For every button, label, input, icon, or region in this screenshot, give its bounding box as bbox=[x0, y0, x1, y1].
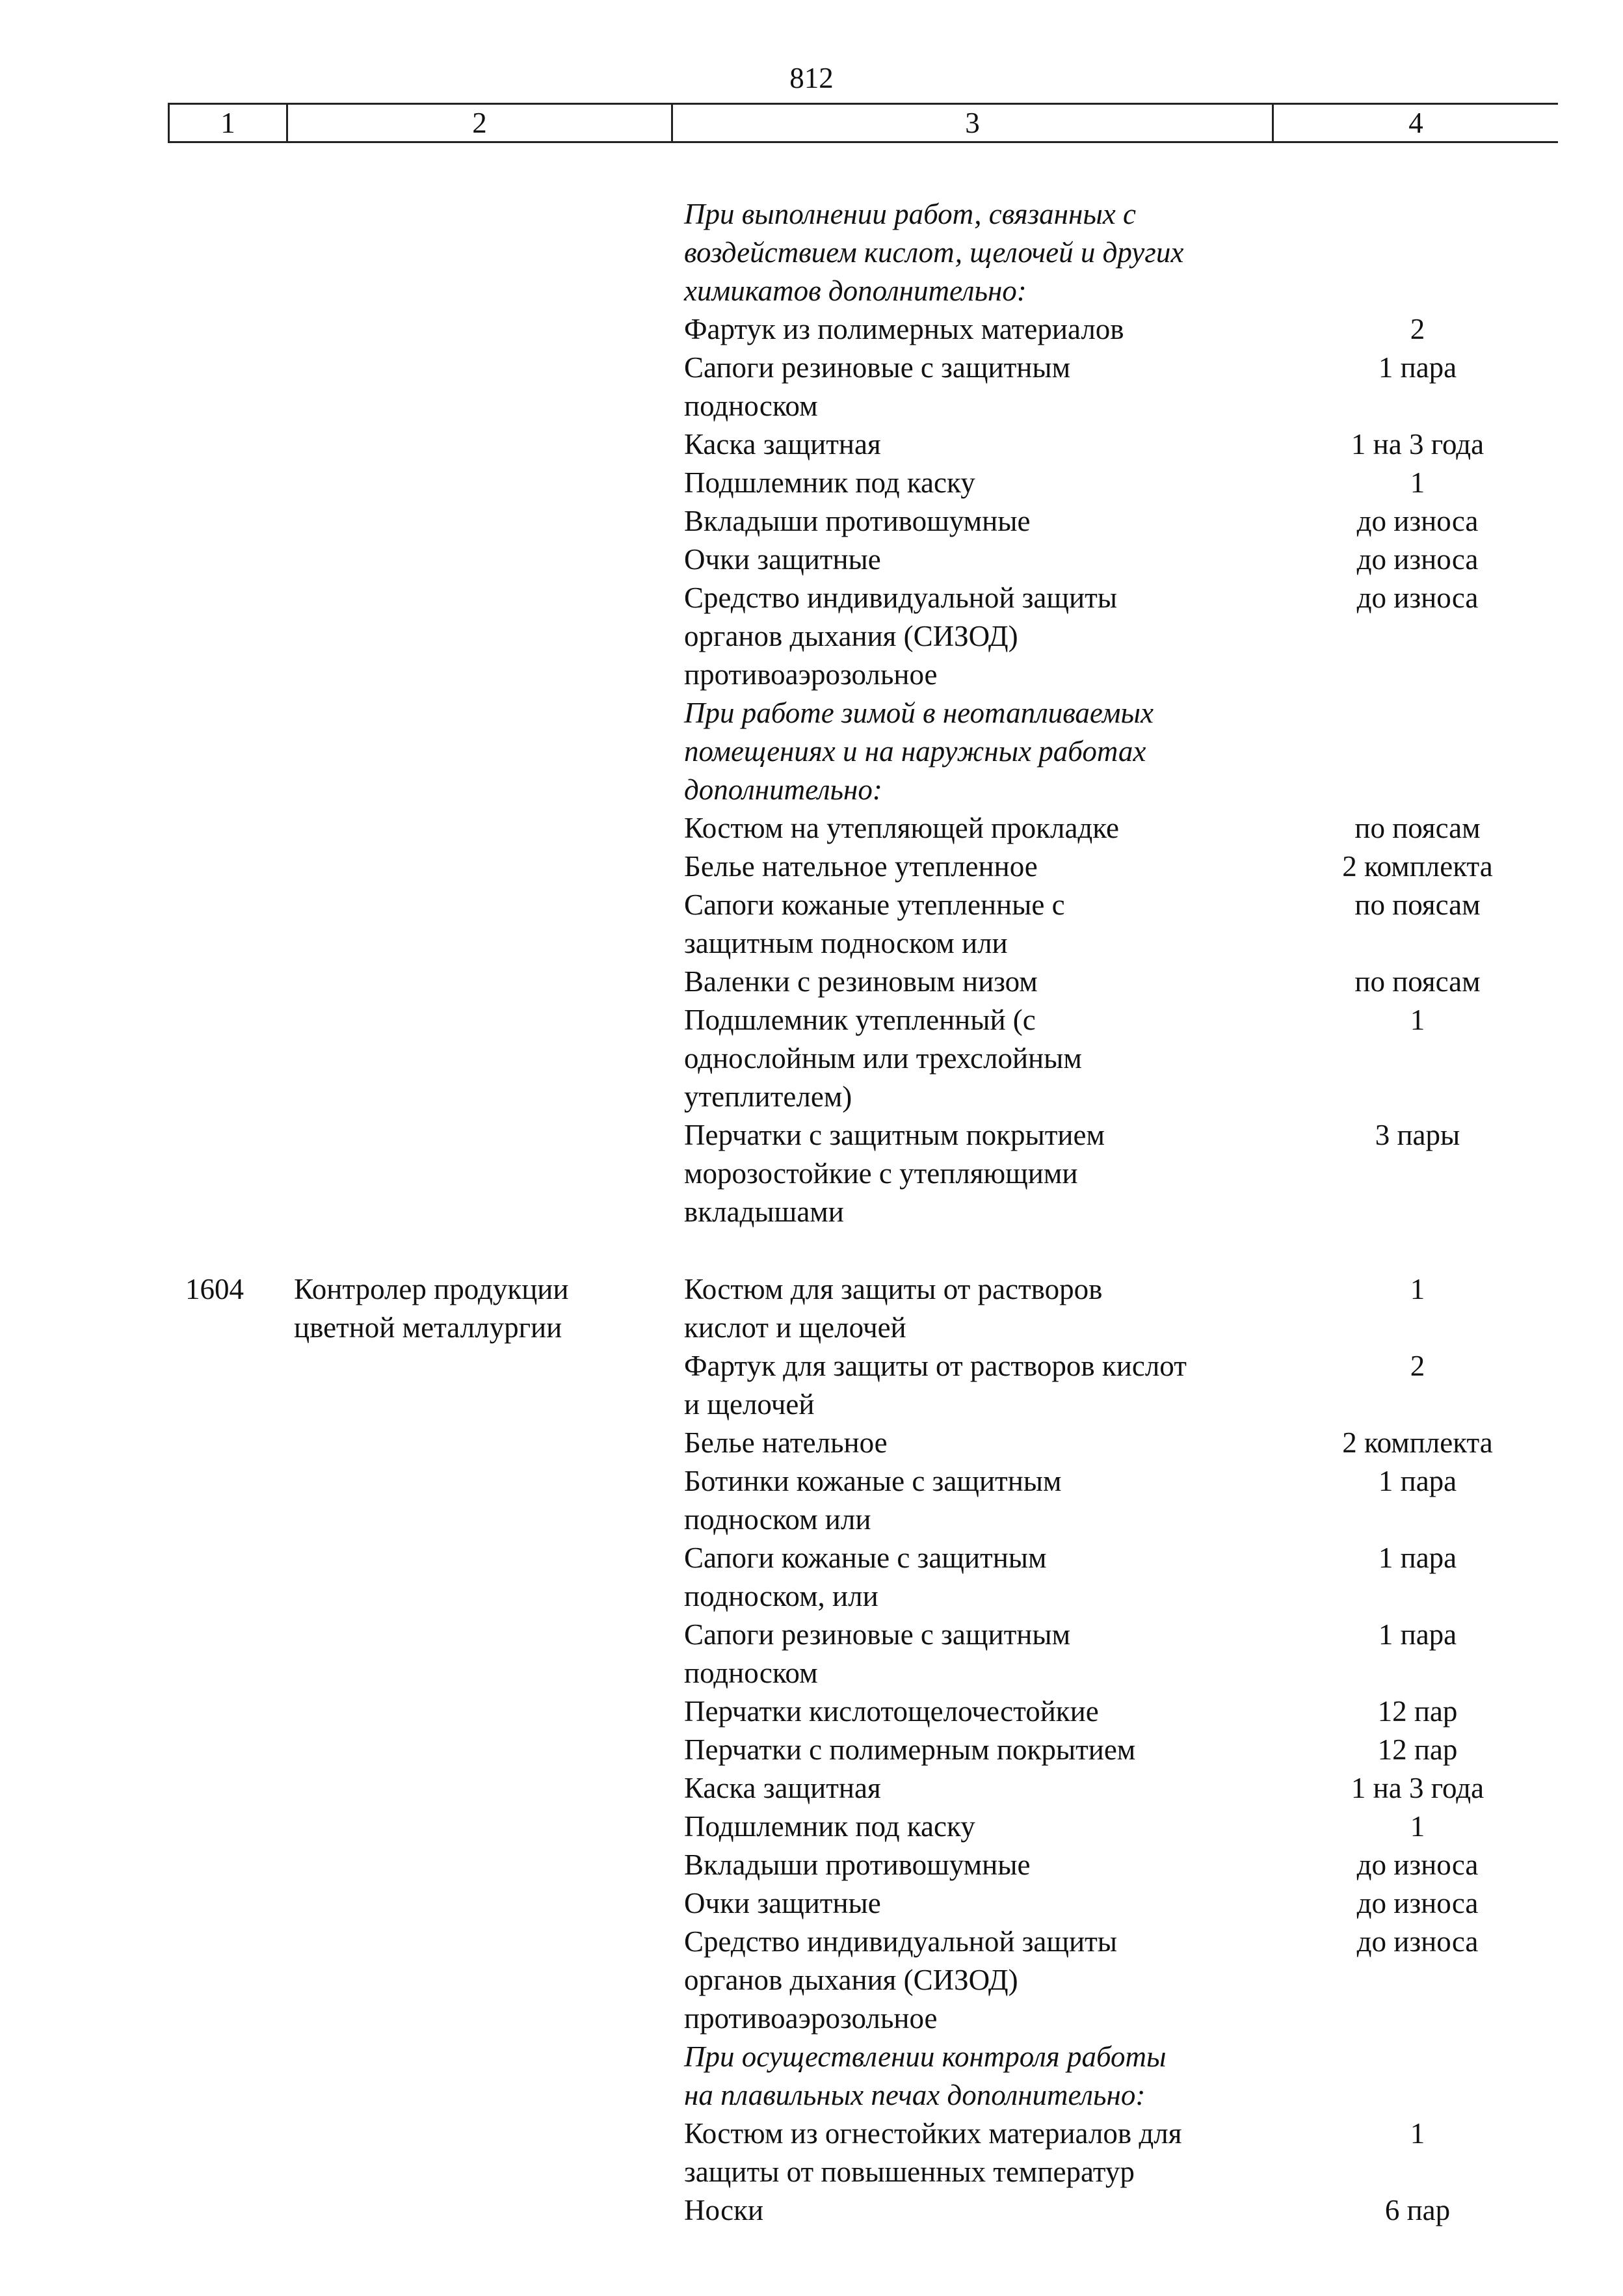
item-name-line: подноском, или bbox=[684, 1580, 878, 1612]
item-quantity bbox=[1278, 1923, 1557, 1961]
item-name bbox=[684, 1731, 1269, 1769]
entry-number bbox=[185, 1270, 270, 1309]
item-quantity bbox=[1278, 1692, 1557, 1731]
item-name-line: Перчатки с полимерным покрытием bbox=[684, 1733, 1136, 1766]
item-quantity-value: 6 пар bbox=[1384, 2194, 1451, 2226]
item-name bbox=[684, 1616, 1269, 1692]
item-name bbox=[684, 349, 1269, 425]
item-name-line: Очки защитные bbox=[684, 1887, 881, 1919]
header-col-3: 3 bbox=[671, 105, 1272, 141]
item-quantity bbox=[1278, 1424, 1557, 1462]
item-name-line: органов дыхания (СИЗОД) bbox=[684, 1964, 1018, 1996]
item-name bbox=[684, 310, 1269, 349]
item-name-line: Ботинки кожаные с защитным bbox=[684, 1465, 1062, 1497]
item-quantity-value: 1 пара bbox=[1378, 1542, 1457, 1574]
note-line: дополнительно: bbox=[684, 773, 882, 806]
item-quantity bbox=[1278, 1616, 1557, 1654]
item-name-line: Подшлемник утепленный (с bbox=[684, 1004, 1036, 1036]
item-quantity bbox=[1278, 310, 1557, 349]
item-name bbox=[684, 2115, 1269, 2191]
item-name-line: Костюм на утепляющей прокладке bbox=[684, 812, 1120, 844]
item-quantity-value: до износа bbox=[1356, 581, 1479, 614]
note-text bbox=[684, 694, 1269, 809]
item-name-line: однослойным или трехслойным bbox=[684, 1042, 1082, 1075]
item-name-line: Сапоги резиновые с защитным bbox=[684, 351, 1071, 384]
entry-number-value: 1604 bbox=[185, 1273, 244, 1305]
note-text bbox=[684, 2038, 1269, 2115]
item-name-line: Каска защитная bbox=[684, 1772, 881, 1804]
item-name-line: Валенки с резиновым низом bbox=[684, 965, 1038, 998]
item-quantity-value: 12 пар bbox=[1377, 1733, 1458, 1766]
item-name-line: Подшлемник под каску bbox=[684, 466, 975, 499]
item-name bbox=[684, 541, 1269, 579]
item-quantity-value: 2 комплекта bbox=[1342, 1426, 1493, 1459]
note-line: При осуществлении контроля работы bbox=[684, 2040, 1167, 2073]
item-quantity bbox=[1278, 886, 1557, 924]
item-name bbox=[684, 1846, 1269, 1884]
item-name-line: противоаэрозольное bbox=[684, 2002, 938, 2035]
item-name-line: Фартук для защиты от растворов кислот bbox=[684, 1350, 1187, 1382]
item-name-line: Белье нательное утепленное bbox=[684, 850, 1038, 883]
note-text bbox=[684, 195, 1269, 310]
item-quantity bbox=[1278, 425, 1557, 464]
item-quantity-value: 1 bbox=[1410, 1004, 1425, 1036]
item-name bbox=[684, 1692, 1269, 1731]
note-line: При выполнении работ, связанных с bbox=[684, 198, 1136, 230]
item-name-line: защиты от повышенных температур bbox=[684, 2156, 1135, 2188]
item-quantity-value: 2 комплекта bbox=[1342, 850, 1493, 883]
header-col-4: 4 bbox=[1272, 105, 1558, 141]
item-quantity bbox=[1278, 349, 1557, 387]
item-name bbox=[684, 502, 1269, 541]
item-quantity-value: по поясам bbox=[1354, 888, 1481, 921]
item-quantity bbox=[1278, 809, 1557, 848]
item-quantity-value: 1 bbox=[1410, 1273, 1425, 1305]
item-name-line: подноском bbox=[684, 1657, 818, 1689]
item-name bbox=[684, 464, 1269, 502]
item-quantity-value: до износа bbox=[1356, 1887, 1479, 1919]
item-quantity bbox=[1278, 1846, 1557, 1884]
item-quantity-value: 1 bbox=[1410, 1810, 1425, 1843]
item-name-line: Средство индивидуальной защиты bbox=[684, 581, 1118, 614]
header-col-1: 1 bbox=[168, 105, 286, 141]
item-quantity-value: 1 на 3 года bbox=[1351, 428, 1484, 461]
note-line: химикатов дополнительно: bbox=[684, 274, 1027, 307]
profession-line: цветной металлургии bbox=[294, 1311, 562, 1344]
item-quantity bbox=[1278, 1001, 1557, 1039]
page-number: 812 bbox=[789, 62, 834, 94]
item-name-line: Перчатки кислотощелочестойкие bbox=[684, 1695, 1099, 1728]
item-name-line: Каска защитная bbox=[684, 428, 881, 461]
item-name-line: Средство индивидуальной защиты bbox=[684, 1925, 1118, 1958]
note-line: воздействием кислот, щелочей и других bbox=[684, 236, 1184, 269]
item-name-line: Очки защитные bbox=[684, 543, 881, 576]
item-quantity-value: до износа bbox=[1356, 505, 1479, 537]
item-quantity bbox=[1278, 2115, 1557, 2153]
item-name bbox=[684, 1769, 1269, 1808]
item-name-line: органов дыхания (СИЗОД) bbox=[684, 620, 1018, 652]
item-name-line: противоаэрозольное bbox=[684, 658, 938, 691]
item-name bbox=[684, 848, 1269, 886]
item-quantity-value: 1 на 3 года bbox=[1351, 1772, 1484, 1804]
item-name bbox=[684, 579, 1269, 694]
item-name-line: Вкладыши противошумные bbox=[684, 505, 1031, 537]
item-name-line: и щелочей bbox=[684, 1388, 815, 1421]
item-name bbox=[684, 1347, 1269, 1424]
note-line: на плавильных печах дополнительно: bbox=[684, 2079, 1146, 2111]
item-quantity-value: 1 bbox=[1410, 2117, 1425, 2150]
item-name bbox=[684, 2191, 1269, 2230]
item-quantity bbox=[1278, 1731, 1557, 1769]
item-name-line: Костюм из огнестойких материалов для bbox=[684, 2117, 1182, 2150]
item-name-line: Перчатки с защитным покрытием bbox=[684, 1119, 1105, 1151]
item-quantity bbox=[1278, 1462, 1557, 1501]
item-name bbox=[684, 1424, 1269, 1462]
item-name-line: Носки bbox=[684, 2194, 764, 2226]
table-header bbox=[168, 103, 1558, 143]
item-name bbox=[684, 1539, 1269, 1616]
item-name bbox=[684, 1001, 1269, 1116]
item-quantity-value: до износа bbox=[1356, 543, 1479, 576]
item-quantity-value: 1 пара bbox=[1378, 1465, 1457, 1497]
item-name-line: морозостойкие с утепляющими bbox=[684, 1157, 1078, 1190]
item-quantity-value: до износа bbox=[1356, 1925, 1479, 1958]
item-name-line: подноском bbox=[684, 390, 818, 422]
item-quantity-value: 2 bbox=[1410, 1350, 1425, 1382]
item-name-line: Костюм для защиты от растворов bbox=[684, 1273, 1103, 1305]
item-quantity-value: 1 пара bbox=[1378, 1618, 1457, 1651]
item-name-line: кислот и щелочей bbox=[684, 1311, 906, 1344]
item-quantity bbox=[1278, 1347, 1557, 1385]
item-name bbox=[684, 1884, 1269, 1923]
item-name-line: утеплителем) bbox=[684, 1080, 852, 1113]
note-line: помещениях и на наружных работах bbox=[684, 735, 1146, 768]
item-name bbox=[684, 963, 1269, 1001]
item-name bbox=[684, 1808, 1269, 1846]
item-name-line: Сапоги кожаные с защитным bbox=[684, 1542, 1047, 1574]
item-quantity-value: 3 пары bbox=[1375, 1119, 1460, 1151]
item-name-line: Вкладыши противошумные bbox=[684, 1849, 1031, 1881]
item-quantity bbox=[1278, 1769, 1557, 1808]
item-name-line: Сапоги резиновые с защитным bbox=[684, 1618, 1071, 1651]
note-line: При работе зимой в неотапливаемых bbox=[684, 697, 1154, 729]
item-quantity-value: до износа bbox=[1356, 1849, 1479, 1881]
profession-line: Контролер продукции bbox=[294, 1273, 569, 1305]
item-quantity-value: 1 пара bbox=[1378, 351, 1457, 384]
item-name-line: Белье нательное bbox=[684, 1426, 888, 1459]
profession-name bbox=[294, 1270, 658, 1347]
header-col-2: 2 bbox=[286, 105, 671, 141]
item-quantity bbox=[1278, 1270, 1557, 1309]
item-name bbox=[684, 1270, 1269, 1347]
item-quantity bbox=[1278, 541, 1557, 579]
item-name bbox=[684, 809, 1269, 848]
item-quantity bbox=[1278, 502, 1557, 541]
item-quantity bbox=[1278, 963, 1557, 1001]
item-quantity bbox=[1278, 1116, 1557, 1155]
item-quantity bbox=[1278, 1539, 1557, 1577]
item-name bbox=[684, 1923, 1269, 2038]
item-name-line: подноском или bbox=[684, 1503, 871, 1536]
item-quantity bbox=[1278, 848, 1557, 886]
item-name-line: Фартук из полимерных материалов bbox=[684, 313, 1124, 345]
item-quantity bbox=[1278, 2191, 1557, 2230]
item-quantity-value: 1 bbox=[1410, 466, 1425, 499]
item-quantity bbox=[1278, 1884, 1557, 1923]
item-name-line: вкладышами bbox=[684, 1195, 844, 1228]
item-quantity bbox=[1278, 579, 1557, 617]
item-name-line: защитным подноском или bbox=[684, 927, 1008, 959]
item-name bbox=[684, 1116, 1269, 1231]
item-name-line: Сапоги кожаные утепленные с bbox=[684, 888, 1065, 921]
item-name bbox=[684, 425, 1269, 464]
item-quantity-value: по поясам bbox=[1354, 965, 1481, 998]
item-quantity bbox=[1278, 464, 1557, 502]
item-name bbox=[684, 886, 1269, 963]
item-quantity-value: 2 bbox=[1410, 313, 1425, 345]
item-name bbox=[684, 1462, 1269, 1539]
item-quantity-value: 12 пар bbox=[1377, 1695, 1458, 1728]
item-name-line: Подшлемник под каску bbox=[684, 1810, 975, 1843]
item-quantity bbox=[1278, 1808, 1557, 1846]
item-quantity-value: по поясам bbox=[1354, 812, 1481, 844]
